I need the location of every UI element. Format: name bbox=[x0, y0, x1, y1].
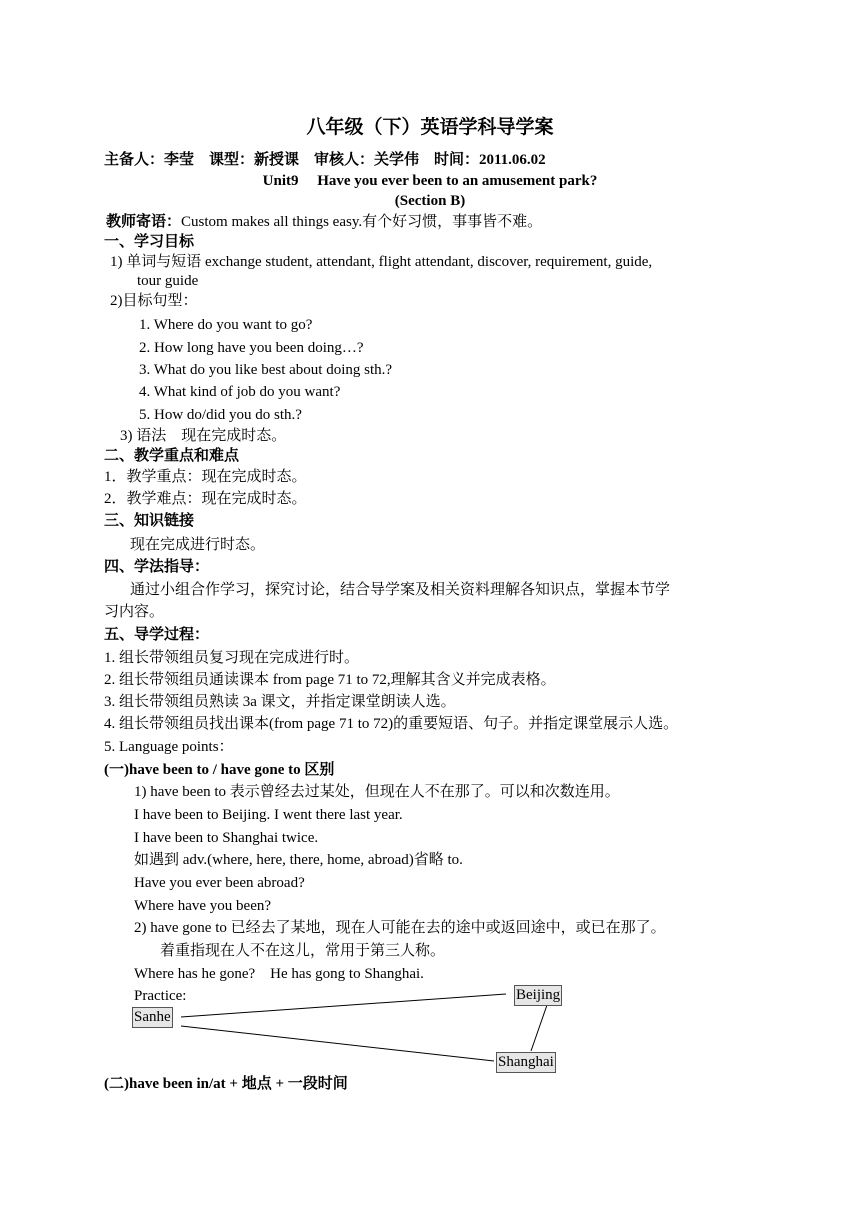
section-1-heading: 一、学习目标 bbox=[104, 234, 195, 250]
language-point-2-heading: (二)have been in/at + 地点 + 一段时间 bbox=[104, 1076, 348, 1092]
method-line-1: 通过小组合作学习，探究讨论，结合导学案及相关资料理解各知识点，掌握本节学 bbox=[130, 582, 671, 598]
pattern-item: 3. What do you like best about doing sth.? bbox=[139, 362, 393, 378]
box-shanghai: Shanghai bbox=[496, 1052, 556, 1073]
vocab-line-2: tour guide bbox=[137, 273, 199, 289]
target-sentences-label: 2)目标句型： bbox=[110, 293, 198, 309]
grammar-line: 3) 语法 现在完成时态。 bbox=[120, 428, 287, 444]
process-step: 5. Language points： bbox=[104, 739, 234, 755]
vocab-line-1: 1) 单词与短语 exchange student, attendant, flight attendant, discover, requirement, guide, bbox=[110, 254, 653, 270]
explanation-2-line-1: 2) have gone to 已经去了某地，现在人可能在去的途中或返回途中，或已在那了。 bbox=[134, 920, 666, 936]
explanation-2-line-2: 着重指现在人不在这儿，常用于第三人称。 bbox=[160, 943, 446, 959]
box-sanhe: Sanhe bbox=[132, 1007, 173, 1028]
section-2-heading: 二、教学重点和难点 bbox=[104, 448, 240, 464]
box-beijing: Beijing bbox=[514, 985, 562, 1006]
section-3-heading: 三、知识链接 bbox=[104, 513, 195, 529]
page-title: 八年级（下）英语学科导学案 bbox=[306, 117, 554, 138]
section-5-heading: 五、导学过程： bbox=[104, 627, 210, 643]
teacher-message-text: Custom makes all things easy.有个好习惯，事事皆不难。 bbox=[181, 214, 543, 230]
connector-sanhe-beijing bbox=[181, 994, 506, 1017]
pattern-item: 5. How do/did you do sth.? bbox=[139, 407, 302, 423]
process-step: 3. 组长带领组员熟读 3a 课文，并指定课堂朗读人选。 bbox=[104, 694, 456, 710]
explanation-1: 1) have been to 表示曾经去过某处，但现在人不在那了。可以和次数连用。 bbox=[134, 784, 620, 800]
difficult-point: 2．教学难点：现在完成时态。 bbox=[104, 491, 307, 507]
unit-line: Unit9 Have you ever been to an amusement park? bbox=[262, 173, 598, 189]
teacher-message-label: 教师寄语： bbox=[106, 214, 182, 230]
key-point: 1．教学重点：现在完成时态。 bbox=[104, 469, 307, 485]
note-line: 如遇到 adv.(where, here, there, home, abroad)省略 to. bbox=[134, 852, 463, 868]
pattern-item: 4. What kind of job do you want? bbox=[139, 384, 341, 400]
process-step: 4. 组长带领组员找出课本(from page 71 to 72)的重要短语、句子。并指定课堂展示人选。 bbox=[104, 716, 679, 732]
process-step: 2. 组长带领组员通读课本 from page 71 to 72,理解其含义并完成表格。 bbox=[104, 672, 556, 688]
example-sentence: Where has he gone? He has gong to Shanghai. bbox=[134, 966, 424, 982]
practice-label: Practice: bbox=[134, 988, 187, 1004]
example-sentence: I have been to Beijing. I went there last year. bbox=[134, 807, 403, 823]
process-step: 1. 组长带领组员复习现在完成进行时。 bbox=[104, 650, 360, 666]
method-line-2: 习内容。 bbox=[104, 604, 165, 620]
knowledge-link-text: 现在完成进行时态。 bbox=[130, 537, 266, 553]
language-point-1-heading: (一)have been to / have gone to 区别 bbox=[104, 762, 335, 778]
connector-beijing-shanghai bbox=[531, 1005, 547, 1051]
section-4-heading: 四、学法指导： bbox=[104, 559, 210, 575]
pattern-item: 2. How long have you been doing…? bbox=[139, 340, 364, 356]
pattern-item: 1. Where do you want to go? bbox=[139, 317, 313, 333]
example-sentence: I have been to Shanghai twice. bbox=[134, 830, 319, 846]
connector-sanhe-shanghai bbox=[181, 1026, 494, 1061]
section-line: (Section B) bbox=[394, 193, 466, 209]
example-sentence: Have you ever been abroad? bbox=[134, 875, 305, 891]
meta-line: 主备人：李莹 课型：新授课 审核人：关学伟 时间：2011.06.02 bbox=[104, 152, 546, 168]
example-sentence: Where have you been? bbox=[134, 898, 272, 914]
